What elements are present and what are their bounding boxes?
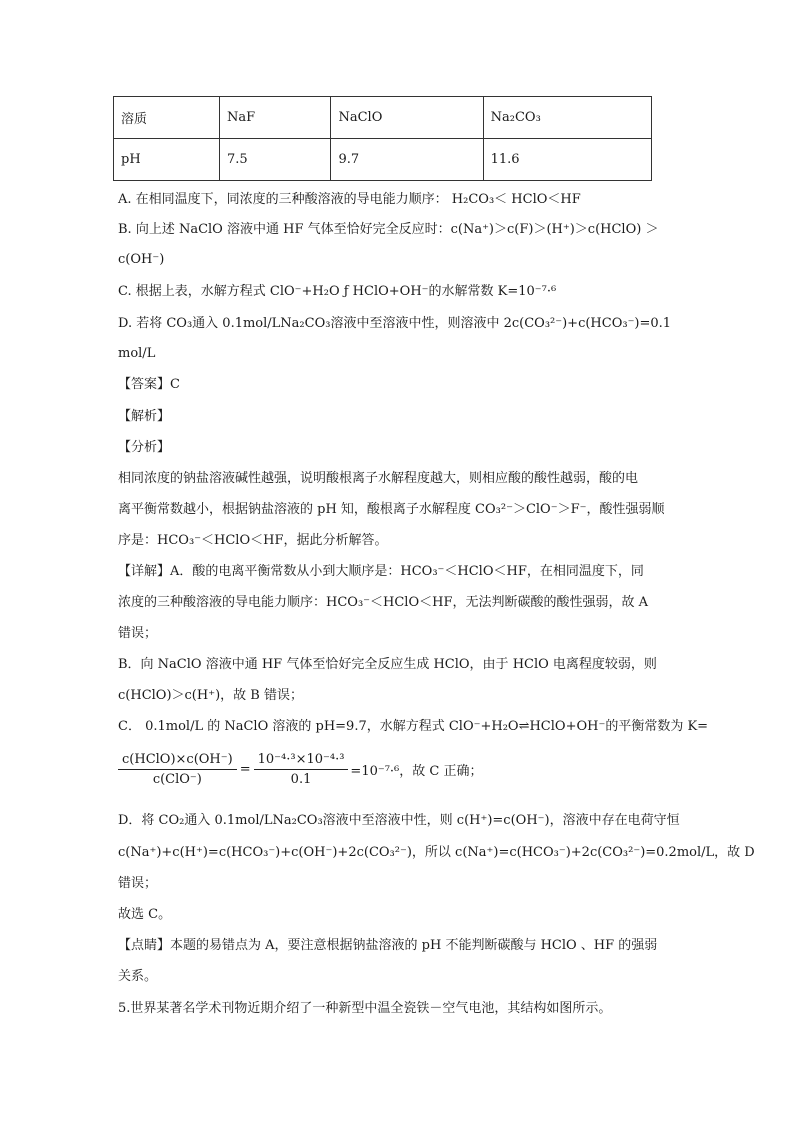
answer: 【答案】C bbox=[118, 377, 180, 392]
analysis-title: 【解析】 bbox=[118, 409, 171, 424]
fraction-1 bbox=[118, 752, 237, 787]
table-cell: 7.5 bbox=[219, 139, 331, 181]
detail-line: B．向 NaClO 溶液中通 HF 气体至恰好完全反应生成 HClO，由于 HClO 电离程度较弱，则 bbox=[118, 657, 657, 672]
tip-line: 关系。 bbox=[118, 969, 158, 984]
fenxi-title: 【分析】 bbox=[118, 440, 171, 455]
fenxi-line: 序是：HCO₃⁻＜HClO＜HF，据此分析解答。 bbox=[118, 533, 388, 548]
option-c: C. 根据上表，水解方程式 ClO⁻+H₂O ƒ HClO+OH⁻的水解常数 K=10⁻⁷·⁶ bbox=[118, 284, 557, 299]
table-row bbox=[114, 97, 652, 139]
detail-line: 故选 C。 bbox=[118, 907, 172, 922]
option-b: B. 向上述 NaClO 溶液中通 HF 气体至恰好完全反应时：c(Na⁺)＞c(F)＞(H⁺)＞c(HClO) ＞ bbox=[118, 222, 659, 237]
denominator: 0.1 bbox=[290, 772, 312, 787]
equals-sign: = bbox=[239, 762, 251, 777]
detail-line: 【详解】A．酸的电离平衡常数从小到大顺序是：HCO₃⁻＜HClO＜HF，在相同温度下，同 bbox=[118, 564, 644, 579]
table-row bbox=[114, 139, 652, 181]
detail-line: C． 0.1mol/L 的 NaClO 溶液的 pH=9.7，水解方程式 ClO⁻+H₂O⇌HClO+OH⁻的平衡常数为 K= bbox=[118, 719, 709, 734]
detail-line: c(Na⁺)+c(H⁺)=c(HCO₃⁻)+c(OH⁻)+2c(CO₃²⁻)，所以 c(Na⁺)=c(HCO₃⁻)+2c(CO₃²⁻)=0.2mol/L，故 D bbox=[118, 845, 755, 860]
table-cell: pH bbox=[114, 139, 220, 181]
table-cell: NaF bbox=[219, 97, 331, 139]
tip-line: 【点睛】本题的易错点为 A，要注意根据钠盐溶液的 pH 不能判断碳酸与 HClO 、HF 的强弱 bbox=[118, 938, 658, 953]
table-cell: 溶质 bbox=[114, 97, 220, 139]
fenxi-line: 离平衡常数越小，根据钠盐溶液的 pH 知，酸根离子水解程度 CO₃²⁻＞ClO⁻＞F⁻，酸性强弱顺 bbox=[118, 502, 665, 517]
question-5: 5.世界某著名学术刊物近期介绍了一种新型中温全瓷铁－空气电池，其结构如图所示。 bbox=[118, 1001, 612, 1016]
table-cell: 9.7 bbox=[331, 139, 483, 181]
hydrolysis-formula bbox=[118, 752, 483, 787]
fraction-2 bbox=[254, 752, 349, 787]
detail-line: 浓度的三种酸溶液的导电能力顺序：HCO₃⁻＜HClO＜HF，无法判断碳酸的酸性强弱，故 A bbox=[118, 595, 648, 610]
option-d-cont: mol/L bbox=[118, 346, 156, 361]
option-d: D. 若将 CO₃通入 0.1mol/LNa₂CO₃溶液中至溶液中性，则溶液中 2c(CO₃²⁻)+c(HCO₃⁻)=0.1 bbox=[118, 316, 672, 331]
option-b-cont: c(OH⁻) bbox=[118, 252, 165, 267]
table-cell: Na₂CO₃ bbox=[483, 97, 651, 139]
ph-table bbox=[113, 96, 652, 181]
detail-line: 错误； bbox=[118, 876, 158, 891]
table-cell: 11.6 bbox=[483, 139, 651, 181]
numerator: 10⁻⁴·³×10⁻⁴·³ bbox=[254, 752, 349, 770]
table-cell: NaClO bbox=[331, 97, 483, 139]
fenxi-line: 相同浓度的钠盐溶液碱性越强，说明酸根离子水解程度越大，则相应酸的酸性越弱，酸的电 bbox=[118, 471, 639, 486]
numerator: c(HClO)×c(OH⁻) bbox=[118, 752, 237, 770]
detail-line: D．将 CO₂通入 0.1mol/LNa₂CO₃溶液中至溶液中性，则 c(H⁺)=c(OH⁻)，溶液中存在电荷守恒 bbox=[118, 813, 680, 828]
denominator: c(ClO⁻) bbox=[152, 772, 202, 787]
detail-line: c(HClO)＞c(H⁺)，故 B 错误； bbox=[118, 688, 303, 703]
option-a: A. 在相同温度下，同浓度的三种酸溶液的导电能力顺序： H₂CO₃＜ HClO＜HF bbox=[118, 192, 581, 207]
formula-tail: =10⁻⁷·⁶，故 C 正确； bbox=[350, 764, 483, 779]
detail-line: 错误； bbox=[118, 626, 158, 641]
